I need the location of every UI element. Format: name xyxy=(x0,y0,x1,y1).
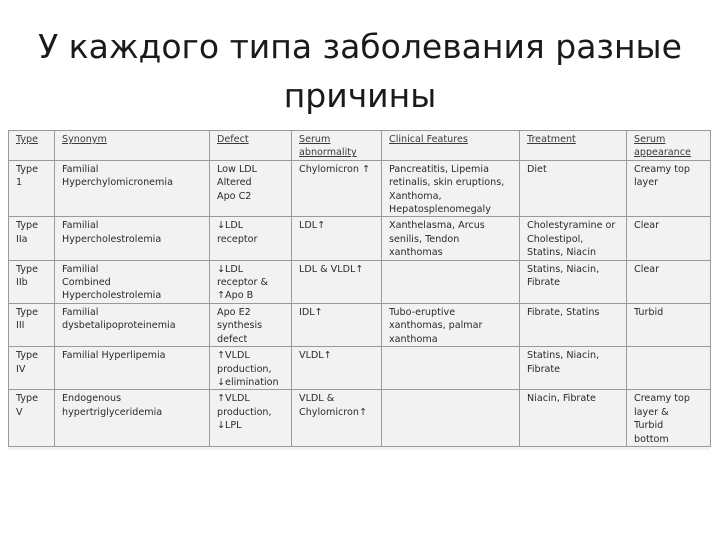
header-type xyxy=(9,131,55,161)
cell-line: abnormality xyxy=(299,147,357,159)
cell-serum-appearance xyxy=(627,260,711,303)
cell-treatment xyxy=(520,260,627,303)
cell-line: Defect xyxy=(217,134,249,145)
cell-synonym xyxy=(55,303,210,346)
cell-line: Diet xyxy=(527,163,547,175)
cell-line: bottom xyxy=(634,433,669,445)
cell-defect xyxy=(210,303,292,346)
cell-line: VLDL↑ xyxy=(299,350,332,362)
cell-line: appearance xyxy=(634,147,691,159)
header-serum-abnormality xyxy=(292,131,382,161)
cell-line: Altered xyxy=(217,177,252,189)
header-treatment xyxy=(520,131,627,161)
cell-line: Synonym xyxy=(62,134,107,145)
table-row xyxy=(9,390,711,447)
cell-line: xanthoma xyxy=(389,333,438,345)
cell-clinical-features xyxy=(382,160,520,217)
cell-line: Statins, Niacin xyxy=(527,247,597,259)
cell-line: Type xyxy=(16,134,39,145)
cell-type xyxy=(9,217,55,260)
cell-line: Hepatosplenomegaly xyxy=(389,204,491,216)
cell-type xyxy=(9,260,55,303)
table-row xyxy=(9,217,711,260)
cell-line: Clear xyxy=(634,220,660,232)
table-row xyxy=(9,347,711,390)
cell-type xyxy=(9,303,55,346)
cell-line: Tubo-eruptive xyxy=(389,306,456,318)
cell-line: Type xyxy=(16,220,39,232)
cell-type xyxy=(9,390,55,447)
cell-type xyxy=(9,347,55,390)
table-header-row xyxy=(9,131,711,161)
cell-line: ↓LDL xyxy=(217,263,244,275)
cell-line: IDL↑ xyxy=(299,306,323,318)
cell-line: production, xyxy=(217,363,272,375)
cell-line: synthesis xyxy=(217,320,263,332)
cell-line: Endogenous xyxy=(62,393,122,405)
cell-line: production, xyxy=(217,406,272,418)
cell-line: Cholestipol, xyxy=(527,233,584,245)
cell-line: Familial xyxy=(62,306,99,318)
cell-line: ↑VLDL xyxy=(217,350,250,362)
header-serum-appearance xyxy=(627,131,711,161)
cell-clinical-features xyxy=(382,303,520,346)
cell-line: IIa xyxy=(16,233,28,245)
cell-treatment xyxy=(520,347,627,390)
cell-treatment xyxy=(520,390,627,447)
cell-defect xyxy=(210,260,292,303)
cell-line: III xyxy=(16,320,25,332)
cell-line: Chylomicron↑ xyxy=(299,406,367,418)
cell-line: Statins, Niacin, xyxy=(527,263,600,275)
cell-serum-appearance xyxy=(627,217,711,260)
cell-defect xyxy=(210,390,292,447)
cell-serum-appearance xyxy=(627,390,711,447)
cell-line: Type xyxy=(16,350,39,362)
cell-defect xyxy=(210,160,292,217)
cell-serum-appearance xyxy=(627,303,711,346)
cell-line: Turbid xyxy=(634,306,664,318)
cell-serum-abnormality xyxy=(292,303,382,346)
cell-line: ↓elimination xyxy=(217,376,279,388)
cell-line: Type xyxy=(16,163,39,175)
cell-line: Type xyxy=(16,263,39,275)
cell-line: Type xyxy=(16,306,39,318)
table-row xyxy=(9,303,711,346)
cell-line: layer xyxy=(634,177,659,189)
cell-line: Hypercholestrolemia xyxy=(62,233,162,245)
cell-treatment xyxy=(520,303,627,346)
cell-synonym xyxy=(55,217,210,260)
slide-title-line: причины xyxy=(283,76,437,115)
cell-line: Creamy top xyxy=(634,163,691,175)
cell-line: 1 xyxy=(16,177,23,189)
table-image xyxy=(8,130,710,450)
cell-line: retinalis, skin eruptions, xyxy=(389,177,505,189)
cell-synonym xyxy=(55,347,210,390)
cell-line: Fibrate, Statins xyxy=(527,306,600,318)
cell-line: Serum xyxy=(299,134,331,145)
cell-line: IV xyxy=(16,363,26,375)
cell-defect xyxy=(210,347,292,390)
cell-line: Cholestyramine or xyxy=(527,220,616,232)
cell-line: Turbid xyxy=(634,420,664,432)
cell-line: Hypercholestrolemia xyxy=(62,290,162,302)
cell-line: ↑VLDL xyxy=(217,393,250,405)
cell-line: Low LDL xyxy=(217,163,258,175)
cell-line: Niacin, Fibrate xyxy=(527,393,596,405)
cell-line: Familial Hyperlipemia xyxy=(62,350,166,362)
cell-clinical-features xyxy=(382,217,520,260)
cell-line: Apo E2 xyxy=(217,306,251,318)
header-defect xyxy=(210,131,292,161)
slide-title xyxy=(20,22,700,120)
cell-line: ↑Apo B xyxy=(217,290,254,302)
cell-synonym xyxy=(55,390,210,447)
cell-clinical-features xyxy=(382,260,520,303)
cell-treatment xyxy=(520,160,627,217)
cell-type xyxy=(9,160,55,217)
hyperlipidemia-table xyxy=(8,130,711,447)
slide-title-line: У каждого типа заболевания разные xyxy=(38,27,682,66)
cell-line: dysbetalipoproteinemia xyxy=(62,320,176,332)
cell-line: Chylomicron ↑ xyxy=(299,163,371,175)
cell-line: Fibrate xyxy=(527,277,561,289)
cell-line: Fibrate xyxy=(527,363,561,375)
cell-serum-abnormality xyxy=(292,260,382,303)
cell-clinical-features xyxy=(382,347,520,390)
cell-line: receptor xyxy=(217,233,258,245)
cell-line: Xanthoma, xyxy=(389,190,442,202)
cell-line: Statins, Niacin, xyxy=(527,350,600,362)
cell-line: ↓LPL xyxy=(217,420,242,432)
cell-line: xanthomas xyxy=(389,247,443,259)
cell-line: Familial xyxy=(62,163,99,175)
cell-line: V xyxy=(16,406,23,418)
cell-serum-abnormality xyxy=(292,390,382,447)
cell-serum-abnormality xyxy=(292,160,382,217)
cell-synonym xyxy=(55,160,210,217)
cell-line: layer & xyxy=(634,406,669,418)
header-synonym xyxy=(55,131,210,161)
cell-serum-appearance xyxy=(627,347,711,390)
cell-serum-abnormality xyxy=(292,347,382,390)
cell-line: defect xyxy=(217,333,248,345)
cell-line: senilis, Tendon xyxy=(389,233,460,245)
cell-line: Hyperchylomicronemia xyxy=(62,177,173,189)
table-row xyxy=(9,160,711,217)
cell-line: Clinical Features xyxy=(389,134,468,145)
cell-line: Creamy top xyxy=(634,393,691,405)
cell-line: LDL↑ xyxy=(299,220,326,232)
cell-line: xanthomas, palmar xyxy=(389,320,483,332)
cell-line: Treatment xyxy=(527,134,576,145)
cell-line: LDL & VLDL↑ xyxy=(299,263,364,275)
cell-line: hypertriglyceridemia xyxy=(62,406,163,418)
cell-line: VLDL & xyxy=(299,393,335,405)
cell-line: Combined xyxy=(62,277,111,289)
cell-line: Xanthelasma, Arcus xyxy=(389,220,485,232)
cell-treatment xyxy=(520,217,627,260)
cell-line: receptor & xyxy=(217,277,269,289)
header-clinical-features xyxy=(382,131,520,161)
cell-serum-abnormality xyxy=(292,217,382,260)
cell-clinical-features xyxy=(382,390,520,447)
cell-line: Clear xyxy=(634,263,660,275)
cell-line: IIb xyxy=(16,277,28,289)
cell-defect xyxy=(210,217,292,260)
cell-line: ↓LDL xyxy=(217,220,244,232)
cell-serum-appearance xyxy=(627,160,711,217)
cell-line: Serum xyxy=(634,134,666,145)
cell-line: Apo C2 xyxy=(217,190,252,202)
cell-line: Type xyxy=(16,393,39,405)
cell-line: Pancreatitis, Lipemia xyxy=(389,163,489,175)
cell-line: Familial xyxy=(62,263,99,275)
table-row xyxy=(9,260,711,303)
cell-line: Familial xyxy=(62,220,99,232)
cell-synonym xyxy=(55,260,210,303)
